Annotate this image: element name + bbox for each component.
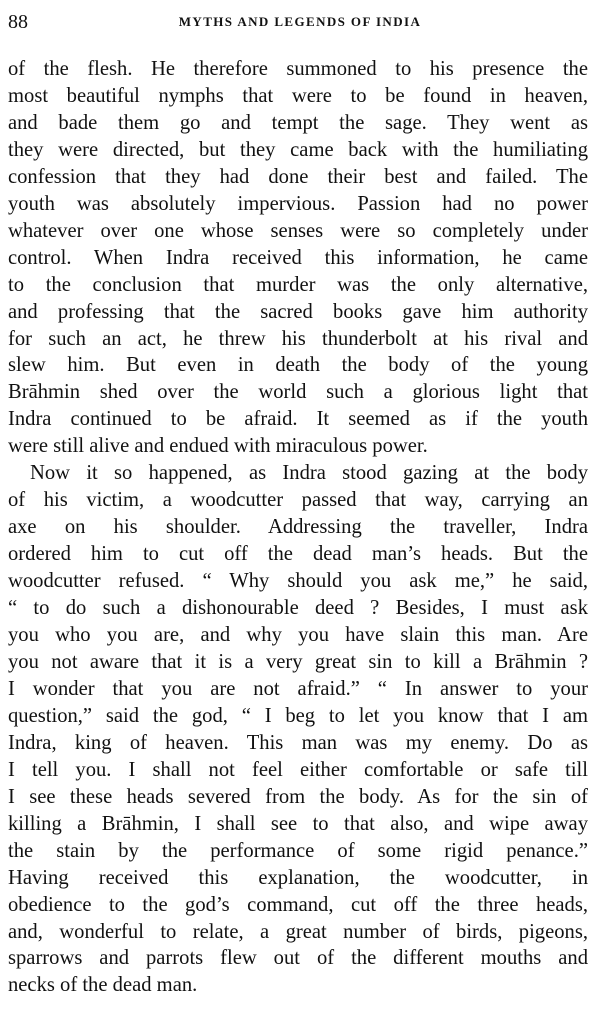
text-line: and professing that the sacred books gave him authority (8, 300, 588, 323)
text-line: they were directed, but they came back with the humiliating (8, 138, 588, 161)
text-line: and, wonderful to relate, a great number of birds, pigeons, (8, 920, 588, 943)
text-line: youth was absolutely impervious. Passion had no power (8, 192, 588, 215)
text-line: of the flesh. He therefore summoned to his presence the (8, 58, 588, 80)
text-line: Indra continued to be afraid. It seemed as if the youth (8, 408, 588, 431)
text-line: control. When Indra received this information, he came (8, 246, 588, 269)
running-title: MYTHS AND LEGENDS OF INDIA (178, 14, 422, 29)
text-line: most beautiful nymphs that were to be found in heaven, (8, 84, 588, 107)
text-line: were still alive and endued with miraculous power. (8, 435, 428, 458)
text-line: whatever over one whose senses were so completely under (8, 219, 588, 242)
text-line: Now it so happened, as Indra stood gazing at the body (30, 462, 588, 485)
text-line: you not aware that it is a very great sin to kill a Brāhmin ? (8, 650, 588, 673)
text-line: I see these heads severed from the body. As for the sin of (8, 785, 588, 808)
text-line: confession that they had done their best and failed. The (8, 165, 588, 188)
text-line: I tell you. I shall not feel either comfortable or safe till (8, 758, 588, 781)
text-line: sparrows and parrots flew out of the different mouths and (8, 947, 588, 970)
text-line: obedience to the god’s command, cut off the three heads, (8, 893, 588, 916)
text-line: the stain by the performance of some rigid penance.” (8, 839, 588, 862)
text-line: “ to do such a dishonourable deed ? Besides, I must ask (8, 597, 588, 620)
text-line: Brāhmin shed over the world such a glorious light that (8, 381, 588, 404)
text-line: slew him. But even in death the body of the young (8, 354, 588, 377)
text-line: necks of the dead man. (8, 974, 198, 997)
text-line: you who you are, and why you have slain this man. Are (8, 624, 588, 647)
text-line: question,” said the god, “ I beg to let you know that I am (8, 704, 588, 727)
text-line: axe on his shoulder. Addressing the traveller, Indra (8, 516, 588, 539)
page-number: 88 (8, 11, 28, 33)
text-line: ordered him to cut off the dead man’s heads. But the (8, 543, 588, 566)
body-text (8, 56, 588, 999)
text-line: killing a Brāhmin, I shall see to that also, and wipe away (8, 812, 588, 835)
text-line: I wonder that you are not afraid.” “ In answer to your (8, 677, 588, 700)
text-line: Indra, king of heaven. This man was my enemy. Do as (8, 731, 588, 754)
text-line: for such an act, he threw his thunderbolt at his rival and (8, 327, 588, 350)
text-line: and bade them go and tempt the sage. They went as (8, 111, 588, 134)
page-header (8, 8, 592, 36)
text-line: of his victim, a woodcutter passed that way, carrying an (8, 489, 588, 512)
text-line: woodcutter refused. “ Why should you ask me,” he said, (8, 570, 588, 593)
text-line: to the conclusion that murder was the only alternative, (8, 273, 588, 296)
text-line: Having received this explanation, the woodcutter, in (8, 866, 588, 889)
